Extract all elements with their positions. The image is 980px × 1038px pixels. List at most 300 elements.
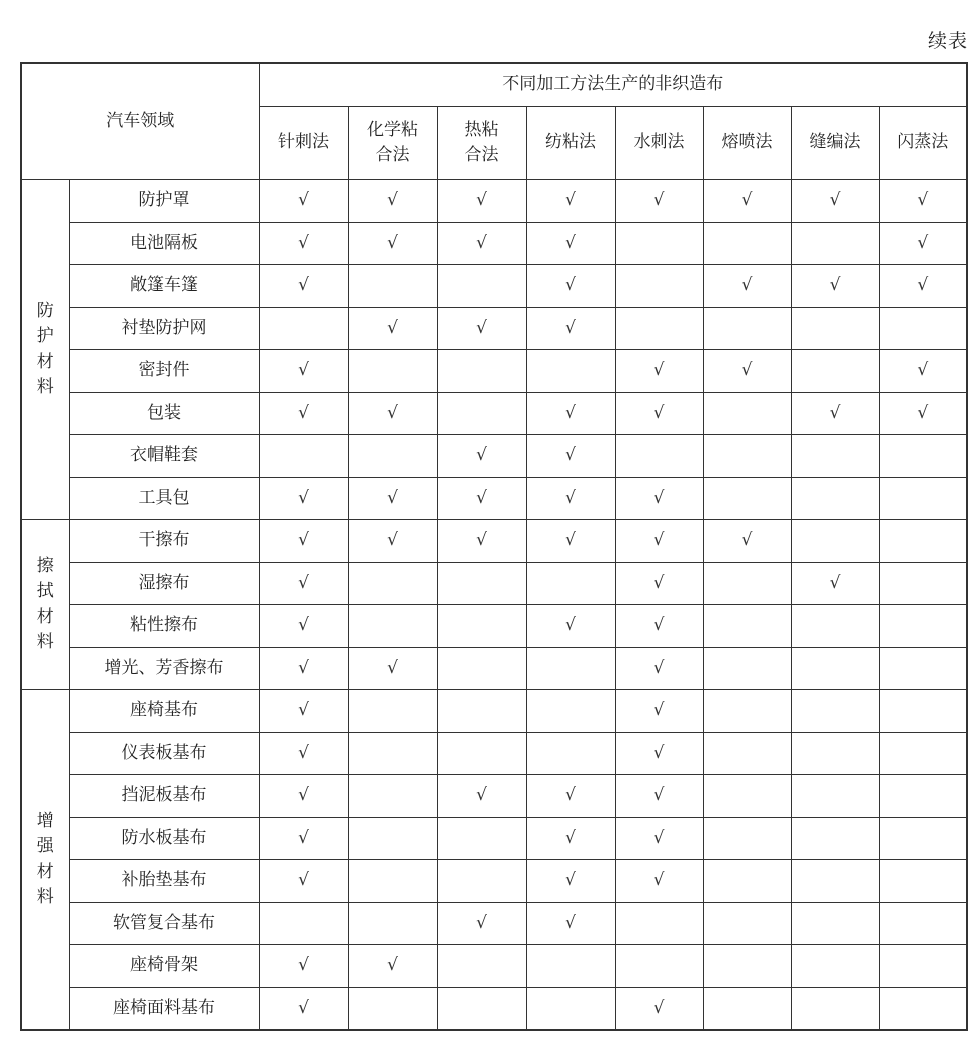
method-group-header: 不同加工方法生产的非织造布 [259,63,967,107]
check-cell [259,732,348,775]
check-cell [791,732,879,775]
check-cell [526,775,615,818]
check-cell [703,265,791,308]
item-name-cell: 湿擦布 [69,562,259,605]
check-mark-icon: √ [298,402,309,423]
check-cell [526,350,615,393]
check-cell [703,435,791,478]
check-cell [615,860,703,903]
category-char: 料 [36,887,54,907]
check-cell [437,392,526,435]
check-cell [437,732,526,775]
check-mark-icon: √ [476,190,487,210]
check-cell [259,392,348,435]
item-name-cell: 电池隔板 [69,222,259,265]
check-mark-icon: √ [298,997,309,1018]
check-mark-icon: √ [298,232,309,253]
check-cell [526,647,615,690]
check-mark-icon: √ [917,232,929,253]
check-mark-icon: √ [829,275,841,295]
item-name-cell: 仪表板基布 [69,732,259,775]
check-cell [879,520,967,563]
check-cell [437,350,526,393]
check-cell [879,945,967,988]
check-mark-icon: √ [387,657,398,678]
check-cell [259,180,348,223]
check-mark-icon: √ [298,615,309,635]
check-cell [526,265,615,308]
check-mark-icon: √ [653,870,665,890]
check-cell [259,647,348,690]
nonwoven-application-table [20,62,968,1031]
check-cell [437,605,526,648]
check-cell [703,477,791,520]
check-mark-icon: √ [565,912,576,933]
check-mark-icon: √ [565,275,576,295]
table-row [21,902,967,945]
check-cell [615,222,703,265]
method-header-1 [348,107,437,180]
table-row [21,690,967,733]
table-row [21,775,967,818]
check-cell [879,307,967,350]
item-name-cell: 挡泥板基布 [69,775,259,818]
check-cell [615,987,703,1030]
check-cell [526,562,615,605]
check-cell [879,392,967,435]
method-header-4 [615,107,703,180]
check-cell [703,562,791,605]
check-cell [348,817,437,860]
check-mark-icon: √ [387,487,398,508]
category-char: 料 [36,632,54,652]
check-cell [703,987,791,1030]
check-mark-icon: √ [917,275,929,295]
table-row [21,860,967,903]
check-cell [879,732,967,775]
check-cell [703,902,791,945]
check-cell [526,817,615,860]
check-cell [348,392,437,435]
check-cell [437,987,526,1030]
method-header-line: 针刺法 [278,132,329,153]
check-cell [879,605,967,648]
check-mark-icon: √ [917,402,929,423]
item-name-cell: 防护罩 [69,180,259,223]
check-cell [879,350,967,393]
check-cell [526,477,615,520]
check-cell [615,775,703,818]
check-cell [348,987,437,1030]
check-mark-icon: √ [298,275,309,295]
check-cell [437,562,526,605]
check-mark-icon: √ [653,190,665,210]
check-cell [437,860,526,903]
check-cell [791,265,879,308]
check-mark-icon: √ [653,530,665,550]
check-cell [879,817,967,860]
method-header-line: 熔喷法 [721,132,773,153]
item-name-cell: 座椅面料基布 [69,987,259,1030]
check-cell [526,222,615,265]
check-cell [348,435,437,478]
check-cell [348,562,437,605]
check-mark-icon: √ [565,445,576,465]
category-char: 护 [36,326,54,346]
table-row [21,350,967,393]
check-cell [526,392,615,435]
check-cell [437,180,526,223]
table-row [21,307,967,350]
check-cell [348,180,437,223]
check-cell [259,775,348,818]
check-mark-icon: √ [653,657,665,678]
method-header-2 [437,107,526,180]
check-cell [791,307,879,350]
check-mark-icon: √ [298,742,309,763]
check-cell [348,902,437,945]
check-mark-icon: √ [387,955,398,975]
check-cell [348,690,437,733]
table-header [21,63,967,180]
check-cell [526,987,615,1030]
method-header-0 [259,107,348,180]
check-cell [259,690,348,733]
check-cell [615,180,703,223]
item-name-cell: 座椅骨架 [69,945,259,988]
method-header-line: 纺粘法 [545,132,596,153]
check-cell [348,647,437,690]
check-mark-icon: √ [653,402,665,423]
table-row [21,435,967,478]
check-mark-icon: √ [476,912,487,933]
check-cell [879,860,967,903]
check-mark-icon: √ [298,955,309,975]
check-cell [791,350,879,393]
check-cell [259,307,348,350]
check-cell [791,477,879,520]
check-cell [703,732,791,775]
table-row [21,520,967,563]
check-cell [437,265,526,308]
check-cell [615,520,703,563]
check-cell [348,307,437,350]
check-cell [703,307,791,350]
check-cell [879,647,967,690]
check-cell [615,307,703,350]
check-cell [348,605,437,648]
item-name-cell: 包装 [69,392,259,435]
check-mark-icon: √ [565,870,576,890]
check-cell [791,520,879,563]
item-name-cell: 密封件 [69,350,259,393]
check-mark-icon: √ [741,190,753,210]
check-cell [437,477,526,520]
category-cell [21,180,69,520]
check-cell [791,605,879,648]
continued-label: 续表 [927,30,968,52]
table-row [21,222,967,265]
check-cell [791,775,879,818]
check-cell [615,690,703,733]
check-cell [879,222,967,265]
check-cell [437,775,526,818]
check-mark-icon: √ [476,487,487,508]
item-name-cell: 软管复合基布 [69,902,259,945]
check-mark-icon: √ [387,232,398,253]
category-char: 材 [36,351,54,372]
check-cell [259,350,348,393]
category-char: 料 [36,377,54,397]
check-cell [348,222,437,265]
check-cell [615,945,703,988]
check-cell [437,902,526,945]
check-cell [437,690,526,733]
category-cell [21,520,69,690]
check-cell [791,647,879,690]
method-header-line: 化学粘 [367,119,418,140]
category-char: 强 [36,836,54,856]
check-mark-icon: √ [565,232,576,253]
table-row [21,647,967,690]
check-mark-icon: √ [829,572,841,593]
table-row [21,732,967,775]
method-header-5 [703,107,791,180]
check-cell [259,477,348,520]
category-char: 材 [36,606,54,627]
check-cell [791,222,879,265]
check-cell [437,647,526,690]
check-cell [259,987,348,1030]
check-cell [703,775,791,818]
check-cell [879,180,967,223]
check-cell [703,690,791,733]
check-cell [348,265,437,308]
check-mark-icon: √ [298,870,309,890]
check-cell [703,860,791,903]
check-mark-icon: √ [653,827,665,848]
table-row [21,562,967,605]
table-body [21,180,967,1031]
method-header-6 [791,107,879,180]
check-cell [879,690,967,733]
check-cell [791,945,879,988]
category-char: 增 [36,810,54,831]
check-cell [348,732,437,775]
check-mark-icon: √ [917,360,929,380]
check-cell [526,690,615,733]
table-row [21,945,967,988]
item-name-cell: 衣帽鞋套 [69,435,259,478]
check-cell [348,350,437,393]
check-cell [526,520,615,563]
method-header-7 [879,107,967,180]
check-cell [791,180,879,223]
check-cell [703,392,791,435]
check-cell [791,987,879,1030]
item-name-cell: 工具包 [69,477,259,520]
check-cell [437,520,526,563]
category-char: 拭 [36,581,54,601]
item-name-cell: 粘性擦布 [69,605,259,648]
check-mark-icon: √ [298,530,309,550]
table-row [21,817,967,860]
check-mark-icon: √ [298,827,309,848]
check-cell [703,817,791,860]
check-cell [259,860,348,903]
check-mark-icon: √ [829,402,841,423]
check-cell [259,435,348,478]
check-mark-icon: √ [565,190,576,210]
check-cell [615,392,703,435]
check-mark-icon: √ [387,402,398,423]
check-cell [703,222,791,265]
check-cell [879,435,967,478]
check-cell [526,180,615,223]
check-cell [703,647,791,690]
table-row [21,392,967,435]
check-mark-icon: √ [653,615,665,635]
check-cell [437,945,526,988]
check-mark-icon: √ [653,742,665,763]
check-cell [703,945,791,988]
check-cell [615,477,703,520]
method-header-line: 闪蒸法 [897,132,949,153]
check-cell [703,605,791,648]
check-cell [259,222,348,265]
table-row [21,477,967,520]
check-cell [615,265,703,308]
check-mark-icon: √ [565,530,576,550]
check-cell [259,945,348,988]
check-mark-icon: √ [741,360,753,380]
check-cell [615,435,703,478]
category-char: 防 [36,300,54,321]
check-cell [526,435,615,478]
check-cell [615,732,703,775]
check-cell [348,477,437,520]
check-mark-icon: √ [565,827,576,848]
check-cell [791,562,879,605]
check-cell [791,435,879,478]
check-mark-icon: √ [565,317,576,338]
check-cell [879,775,967,818]
item-name-cell: 衬垫防护网 [69,307,259,350]
check-cell [615,817,703,860]
item-name-cell: 座椅基布 [69,690,259,733]
check-mark-icon: √ [298,657,309,678]
check-cell [791,902,879,945]
check-mark-icon: √ [917,190,929,210]
method-header-line: 合法 [375,145,410,165]
check-mark-icon: √ [298,572,309,593]
check-cell [259,605,348,648]
check-cell [879,562,967,605]
check-mark-icon: √ [565,615,576,635]
check-cell [615,902,703,945]
item-name-cell: 增光、芳香擦布 [69,647,259,690]
check-cell [348,860,437,903]
method-header-line: 缝编法 [809,132,861,153]
check-cell [526,307,615,350]
item-name-cell: 敞篷车篷 [69,265,259,308]
check-mark-icon: √ [741,530,753,550]
check-cell [791,392,879,435]
check-mark-icon: √ [476,232,487,253]
check-cell [526,945,615,988]
check-cell [615,562,703,605]
check-mark-icon: √ [476,317,487,338]
check-cell [259,520,348,563]
check-cell [526,860,615,903]
check-mark-icon: √ [476,445,487,465]
check-mark-icon: √ [298,700,309,720]
check-cell [791,860,879,903]
check-cell [703,350,791,393]
check-mark-icon: √ [653,360,665,380]
check-mark-icon: √ [565,402,576,423]
check-mark-icon: √ [741,275,753,295]
check-mark-icon: √ [298,785,309,805]
check-mark-icon: √ [565,785,576,805]
check-mark-icon: √ [653,572,665,593]
check-cell [259,817,348,860]
check-mark-icon: √ [653,785,665,805]
check-cell [437,817,526,860]
check-mark-icon: √ [387,317,398,338]
check-cell [879,902,967,945]
check-cell [259,902,348,945]
check-cell [526,732,615,775]
category-cell [21,690,69,1031]
check-cell [791,817,879,860]
check-mark-icon: √ [653,700,665,720]
check-cell [615,350,703,393]
category-char: 擦 [36,555,54,576]
check-cell [437,222,526,265]
check-mark-icon: √ [476,530,487,550]
check-cell [703,180,791,223]
check-mark-icon: √ [298,190,309,210]
check-mark-icon: √ [298,487,309,508]
table-row [21,605,967,648]
item-name-cell: 防水板基布 [69,817,259,860]
check-cell [615,647,703,690]
category-char: 材 [36,861,54,882]
check-mark-icon: √ [565,487,576,508]
check-cell [348,775,437,818]
check-mark-icon: √ [298,360,309,380]
item-name-cell: 干擦布 [69,520,259,563]
check-cell [259,562,348,605]
check-mark-icon: √ [476,785,487,805]
method-header-3 [526,107,615,180]
check-mark-icon: √ [829,190,841,210]
check-cell [879,265,967,308]
check-cell [348,520,437,563]
check-mark-icon: √ [653,487,665,508]
check-mark-icon: √ [387,190,398,210]
check-cell [879,477,967,520]
check-cell [259,265,348,308]
check-cell [879,987,967,1030]
method-header-line: 合法 [464,145,499,165]
check-cell [791,690,879,733]
method-header-line: 热粘 [464,119,499,140]
item-name-cell: 补胎垫基布 [69,860,259,903]
check-cell [437,307,526,350]
check-cell [526,902,615,945]
